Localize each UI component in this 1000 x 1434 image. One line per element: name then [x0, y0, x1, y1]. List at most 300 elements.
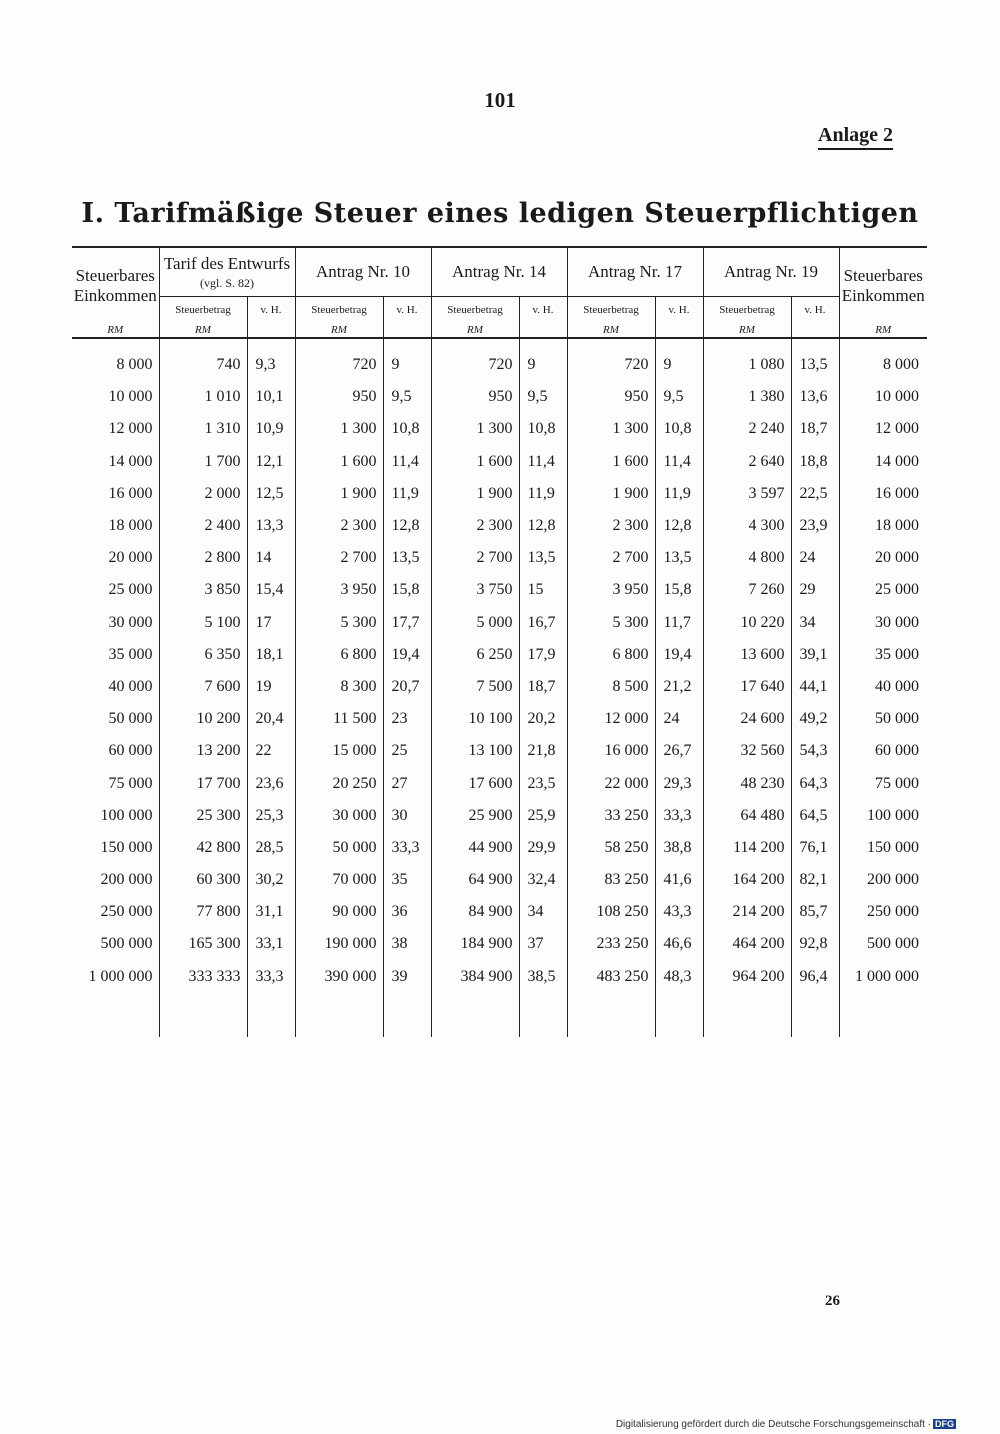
percent-header: v. H.	[383, 297, 431, 324]
amount-cell: 164 200	[703, 864, 791, 896]
empty-cell	[431, 993, 519, 1037]
percent-cell: 13,5	[791, 338, 839, 381]
income-cell: 40 000	[108, 677, 153, 695]
table-row	[72, 338, 927, 381]
percent-cell: 18,1	[247, 639, 295, 671]
amount-cell: 64 480	[703, 800, 791, 832]
percent-cell: 12,8	[655, 510, 703, 542]
amount-cell: 4 300	[703, 510, 791, 542]
percent-header: v. H.	[247, 297, 295, 324]
percent-cell: 29,3	[655, 767, 703, 799]
group-name: Antrag Nr. 10	[316, 262, 410, 281]
amount-cell: 1 600	[567, 446, 655, 478]
amount-cell: 15 000	[295, 735, 383, 767]
amount-cell: 42 800	[159, 832, 247, 864]
empty-cell	[567, 993, 655, 1037]
percent-cell: 92,8	[791, 928, 839, 960]
percent-cell: 30,2	[247, 864, 295, 896]
amount-cell: 13 100	[431, 735, 519, 767]
percent-cell: 43,3	[655, 896, 703, 928]
percent-cell: 15,8	[655, 574, 703, 606]
amount-cell: 33 250	[567, 800, 655, 832]
amount-cell: 7 500	[431, 671, 519, 703]
percent-cell: 32,4	[519, 864, 567, 896]
table-row	[72, 671, 927, 703]
amount-cell: 6 800	[295, 639, 383, 671]
percent-cell: 22	[247, 735, 295, 767]
amount-cell: 17 640	[703, 671, 791, 703]
income-cell: 14 000	[108, 452, 153, 470]
percent-cell: 18,7	[791, 413, 839, 445]
empty-cell	[655, 993, 703, 1037]
income-left-header: Steuerbares Einkommen	[72, 247, 159, 323]
amount-cell: 8 300	[295, 671, 383, 703]
percent-cell: 36	[383, 896, 431, 928]
percent-cell: 27	[383, 767, 431, 799]
amount-cell: 964 200	[703, 961, 791, 993]
amount-cell: 25 900	[431, 800, 519, 832]
empty-cell	[791, 993, 839, 1037]
income-cell: 14 000	[839, 446, 927, 478]
percent-cell: 13,5	[519, 542, 567, 574]
percent-cell: 33,3	[383, 832, 431, 864]
amount-header: Steuerbetrag	[295, 297, 383, 324]
dfg-logo: DFG	[935, 1419, 954, 1429]
income-cell: 18 000	[839, 510, 927, 542]
amount-cell: 32 560	[703, 735, 791, 767]
percent-cell: 16,7	[519, 607, 567, 639]
income-cell: 50 000	[839, 703, 927, 735]
percent-cell: 13,6	[791, 381, 839, 413]
percent-cell: 38,8	[655, 832, 703, 864]
income-cell: 18 000	[108, 517, 153, 535]
amount-cell: 740	[159, 338, 247, 381]
amount-cell: 17 600	[431, 767, 519, 799]
income-cell: 200 000	[100, 871, 153, 889]
amount-cell: 8 500	[567, 671, 655, 703]
amount-cell: 2 700	[567, 542, 655, 574]
percent-cell: 23	[383, 703, 431, 735]
amount-cell: 5 300	[567, 607, 655, 639]
table-row	[72, 446, 927, 478]
percent-cell: 34	[791, 607, 839, 639]
income-cell: 50 000	[108, 710, 153, 728]
amount-cell: 214 200	[703, 896, 791, 928]
percent-cell: 9,5	[519, 381, 567, 413]
amount-cell: 24 600	[703, 703, 791, 735]
table-row	[72, 413, 927, 445]
percent-cell: 33,3	[655, 800, 703, 832]
percent-cell: 23,9	[791, 510, 839, 542]
amount-cell: 13 200	[159, 735, 247, 767]
amount-cell: 83 250	[567, 864, 655, 896]
unit-label: RM	[295, 323, 383, 338]
percent-cell: 9,5	[655, 381, 703, 413]
income-cell: 500 000	[100, 935, 153, 953]
percent-cell: 20,7	[383, 671, 431, 703]
amount-cell: 950	[431, 381, 519, 413]
percent-cell: 64,5	[791, 800, 839, 832]
amount-cell: 950	[567, 381, 655, 413]
percent-cell: 22,5	[791, 478, 839, 510]
percent-cell: 30	[383, 800, 431, 832]
amount-cell: 1 310	[159, 413, 247, 445]
amount-cell: 7 600	[159, 671, 247, 703]
percent-cell: 33,1	[247, 928, 295, 960]
unit-label: RM	[839, 323, 927, 338]
percent-cell: 13,5	[655, 542, 703, 574]
percent-cell: 41,6	[655, 864, 703, 896]
income-cell: 25 000	[839, 574, 927, 606]
empty-cell	[72, 993, 159, 1037]
income-cell: 250 000	[839, 896, 927, 928]
unit-label: RM	[567, 323, 655, 338]
amount-cell: 17 700	[159, 767, 247, 799]
group-header	[567, 247, 703, 297]
percent-cell: 39	[383, 961, 431, 993]
percent-cell: 11,4	[383, 446, 431, 478]
table-row	[72, 961, 927, 993]
amount-cell: 5 300	[295, 607, 383, 639]
empty-cell	[519, 993, 567, 1037]
income-cell: 100 000	[839, 800, 927, 832]
amount-cell: 165 300	[159, 928, 247, 960]
amount-cell: 2 300	[295, 510, 383, 542]
income-cell: 1 000 000	[88, 967, 153, 985]
amount-header: Steuerbetrag	[567, 297, 655, 324]
amount-cell: 70 000	[295, 864, 383, 896]
amount-header: Steuerbetrag	[703, 297, 791, 324]
percent-cell: 9,3	[247, 338, 295, 381]
empty-cell	[247, 993, 295, 1037]
amount-cell: 3 750	[431, 574, 519, 606]
percent-cell: 28,5	[247, 832, 295, 864]
footer-credit	[616, 1419, 956, 1430]
percent-cell: 85,7	[791, 896, 839, 928]
amount-cell: 1 600	[431, 446, 519, 478]
percent-cell: 15,4	[247, 574, 295, 606]
income-cell: 200 000	[839, 864, 927, 896]
income-cell: 16 000	[108, 484, 153, 502]
amount-cell: 3 950	[295, 574, 383, 606]
group-header	[295, 247, 431, 297]
percent-cell: 29	[791, 574, 839, 606]
income-cell: 60 000	[839, 735, 927, 767]
percent-cell: 18,7	[519, 671, 567, 703]
percent-cell: 9	[383, 338, 431, 381]
percent-cell: 19,4	[383, 639, 431, 671]
amount-cell: 464 200	[703, 928, 791, 960]
amount-cell: 1 900	[295, 478, 383, 510]
amount-cell: 16 000	[567, 735, 655, 767]
amount-cell: 64 900	[431, 864, 519, 896]
income-cell: 40 000	[839, 671, 927, 703]
table-row	[72, 896, 927, 928]
percent-cell: 76,1	[791, 832, 839, 864]
percent-cell: 10,8	[519, 413, 567, 445]
percent-cell: 18,8	[791, 446, 839, 478]
income-cell: 12 000	[108, 420, 153, 438]
group-name: Antrag Nr. 19	[724, 262, 818, 281]
amount-cell: 6 800	[567, 639, 655, 671]
percent-cell: 34	[519, 896, 567, 928]
percent-cell: 12,8	[383, 510, 431, 542]
percent-header: v. H.	[791, 297, 839, 324]
amount-cell: 720	[295, 338, 383, 381]
income-cell: 150 000	[839, 832, 927, 864]
unit-label: RM	[159, 323, 247, 338]
amount-cell: 1 900	[567, 478, 655, 510]
percent-cell: 19,4	[655, 639, 703, 671]
percent-cell: 9,5	[383, 381, 431, 413]
amount-cell: 2 300	[567, 510, 655, 542]
percent-cell: 37	[519, 928, 567, 960]
unit-blank	[655, 323, 703, 338]
income-cell: 20 000	[108, 549, 153, 567]
amount-cell: 77 800	[159, 896, 247, 928]
empty-cell	[839, 993, 927, 1037]
group-name: Antrag Nr. 17	[588, 262, 682, 281]
income-cell: 60 000	[108, 742, 153, 760]
income-cell: 75 000	[108, 774, 153, 792]
amount-cell: 22 000	[567, 767, 655, 799]
page-number: 101	[484, 88, 516, 112]
amount-cell: 2 700	[295, 542, 383, 574]
footer-number: 26	[825, 1293, 840, 1309]
footer-credit-text: Digitalisierung gefördert durch die Deutsche Forschungsgemeinschaft ·	[615, 1419, 931, 1430]
amount-cell: 184 900	[431, 928, 519, 960]
table-row	[72, 542, 927, 574]
amount-cell: 10 200	[159, 703, 247, 735]
income-cell: 8 000	[839, 338, 927, 381]
amount-cell: 1 380	[703, 381, 791, 413]
income-cell: 35 000	[839, 639, 927, 671]
amount-cell: 2 700	[431, 542, 519, 574]
amount-cell: 44 900	[431, 832, 519, 864]
percent-cell: 12,1	[247, 446, 295, 478]
percent-cell: 15,8	[383, 574, 431, 606]
amount-cell: 10 100	[431, 703, 519, 735]
amount-cell: 390 000	[295, 961, 383, 993]
percent-cell: 15	[519, 574, 567, 606]
percent-cell: 11,4	[519, 446, 567, 478]
amount-cell: 50 000	[295, 832, 383, 864]
amount-cell: 190 000	[295, 928, 383, 960]
table-row	[72, 928, 927, 960]
percent-cell: 12,8	[519, 510, 567, 542]
amount-cell: 5 100	[159, 607, 247, 639]
income-cell: 20 000	[839, 542, 927, 574]
amount-cell: 1 700	[159, 446, 247, 478]
income-cell: 30 000	[108, 613, 153, 631]
income-cell: 25 000	[108, 581, 153, 599]
table-spacer-row	[72, 993, 927, 1037]
unit-blank	[791, 323, 839, 338]
percent-cell: 44,1	[791, 671, 839, 703]
percent-cell: 64,3	[791, 767, 839, 799]
percent-cell: 11,9	[383, 478, 431, 510]
amount-cell: 108 250	[567, 896, 655, 928]
amount-cell: 384 900	[431, 961, 519, 993]
amount-cell: 11 500	[295, 703, 383, 735]
amount-cell: 114 200	[703, 832, 791, 864]
empty-cell	[703, 993, 791, 1037]
group-header	[159, 247, 295, 297]
amount-cell: 2 240	[703, 413, 791, 445]
amount-cell: 84 900	[431, 896, 519, 928]
percent-cell: 10,9	[247, 413, 295, 445]
amount-cell: 3 950	[567, 574, 655, 606]
amount-cell: 720	[431, 338, 519, 381]
group-name: Antrag Nr. 14	[452, 262, 546, 281]
table-row	[72, 703, 927, 735]
amount-cell: 2 640	[703, 446, 791, 478]
percent-cell: 11,7	[655, 607, 703, 639]
percent-cell: 17,9	[519, 639, 567, 671]
percent-cell: 24	[655, 703, 703, 735]
table-row	[72, 607, 927, 639]
percent-cell: 17	[247, 607, 295, 639]
percent-cell: 10,8	[383, 413, 431, 445]
income-cell: 8 000	[116, 356, 153, 374]
unit-label: RM	[703, 323, 791, 338]
percent-cell: 21,8	[519, 735, 567, 767]
percent-cell: 25,3	[247, 800, 295, 832]
percent-header: v. H.	[519, 297, 567, 324]
amount-cell: 333 333	[159, 961, 247, 993]
amount-cell: 2 800	[159, 542, 247, 574]
percent-cell: 24	[791, 542, 839, 574]
income-cell: 35 000	[108, 645, 153, 663]
unit-label: RM	[431, 323, 519, 338]
percent-cell: 38,5	[519, 961, 567, 993]
percent-cell: 23,5	[519, 767, 567, 799]
percent-cell: 9	[655, 338, 703, 381]
percent-cell: 19	[247, 671, 295, 703]
income-cell: 12 000	[839, 413, 927, 445]
table-row	[72, 864, 927, 896]
amount-cell: 2 400	[159, 510, 247, 542]
table-row	[72, 381, 927, 413]
table-row	[72, 478, 927, 510]
amount-cell: 13 600	[703, 639, 791, 671]
percent-cell: 13,5	[383, 542, 431, 574]
percent-cell: 82,1	[791, 864, 839, 896]
amount-cell: 1 300	[431, 413, 519, 445]
percent-cell: 11,4	[655, 446, 703, 478]
amount-header: Steuerbetrag	[431, 297, 519, 324]
amount-cell: 2 000	[159, 478, 247, 510]
amount-cell: 1 900	[431, 478, 519, 510]
percent-cell: 21,2	[655, 671, 703, 703]
percent-cell: 35	[383, 864, 431, 896]
table-row	[72, 832, 927, 864]
income-cell: 250 000	[100, 903, 153, 921]
amount-cell: 1 080	[703, 338, 791, 381]
income-cell: 30 000	[839, 607, 927, 639]
percent-cell: 13,3	[247, 510, 295, 542]
amount-cell: 90 000	[295, 896, 383, 928]
income-cell: 75 000	[839, 767, 927, 799]
tax-table	[72, 246, 927, 1037]
amount-cell: 1 300	[295, 413, 383, 445]
unit-blank	[383, 323, 431, 338]
income-cell: 500 000	[839, 928, 927, 960]
amount-cell: 1 010	[159, 381, 247, 413]
unit-blank	[247, 323, 295, 338]
table-row	[72, 510, 927, 542]
table-row	[72, 800, 927, 832]
percent-cell: 9	[519, 338, 567, 381]
page-title: I. Tarifmäßige Steuer eines ledigen Steuerpflichtigen	[81, 198, 919, 229]
amount-cell: 60 300	[159, 864, 247, 896]
amount-cell: 25 300	[159, 800, 247, 832]
percent-cell: 11,9	[519, 478, 567, 510]
amount-cell: 4 800	[703, 542, 791, 574]
amount-cell: 10 220	[703, 607, 791, 639]
percent-cell: 11,9	[655, 478, 703, 510]
percent-cell: 12,5	[247, 478, 295, 510]
percent-cell: 23,6	[247, 767, 295, 799]
amount-cell: 233 250	[567, 928, 655, 960]
unit-label: RM	[72, 323, 159, 338]
table-row	[72, 735, 927, 767]
table-row	[72, 574, 927, 606]
amount-cell: 1 600	[295, 446, 383, 478]
percent-cell: 25	[383, 735, 431, 767]
income-cell: 100 000	[100, 806, 153, 824]
group-sub: (vgl. S. 82)	[200, 275, 254, 290]
percent-cell: 17,7	[383, 607, 431, 639]
amount-cell: 483 250	[567, 961, 655, 993]
percent-cell: 31,1	[247, 896, 295, 928]
table-row	[72, 767, 927, 799]
percent-cell: 29,9	[519, 832, 567, 864]
amount-cell: 7 260	[703, 574, 791, 606]
amount-cell: 3 850	[159, 574, 247, 606]
group-name: Tarif des Entwurfs	[163, 253, 291, 273]
amount-cell: 950	[295, 381, 383, 413]
percent-cell: 48,3	[655, 961, 703, 993]
percent-cell: 39,1	[791, 639, 839, 671]
amount-header: Steuerbetrag	[159, 297, 247, 324]
income-cell: 16 000	[839, 478, 927, 510]
percent-cell: 20,2	[519, 703, 567, 735]
percent-cell: 14	[247, 542, 295, 574]
income-cell: 10 000	[108, 388, 153, 406]
percent-cell: 26,7	[655, 735, 703, 767]
amount-cell: 720	[567, 338, 655, 381]
group-header	[431, 247, 567, 297]
income-right-header: Steuerbares Einkommen	[839, 247, 927, 323]
percent-cell: 25,9	[519, 800, 567, 832]
amount-cell: 30 000	[295, 800, 383, 832]
percent-cell: 33,3	[247, 961, 295, 993]
amount-cell: 5 000	[431, 607, 519, 639]
table-body	[72, 338, 927, 1037]
empty-cell	[159, 993, 247, 1037]
amount-cell: 6 350	[159, 639, 247, 671]
income-cell: 1 000 000	[839, 961, 927, 993]
amount-cell: 48 230	[703, 767, 791, 799]
unit-blank	[519, 323, 567, 338]
amount-cell: 20 250	[295, 767, 383, 799]
group-header	[703, 247, 839, 297]
amount-cell: 6 250	[431, 639, 519, 671]
percent-cell: 10,8	[655, 413, 703, 445]
percent-header: v. H.	[655, 297, 703, 324]
percent-cell: 54,3	[791, 735, 839, 767]
